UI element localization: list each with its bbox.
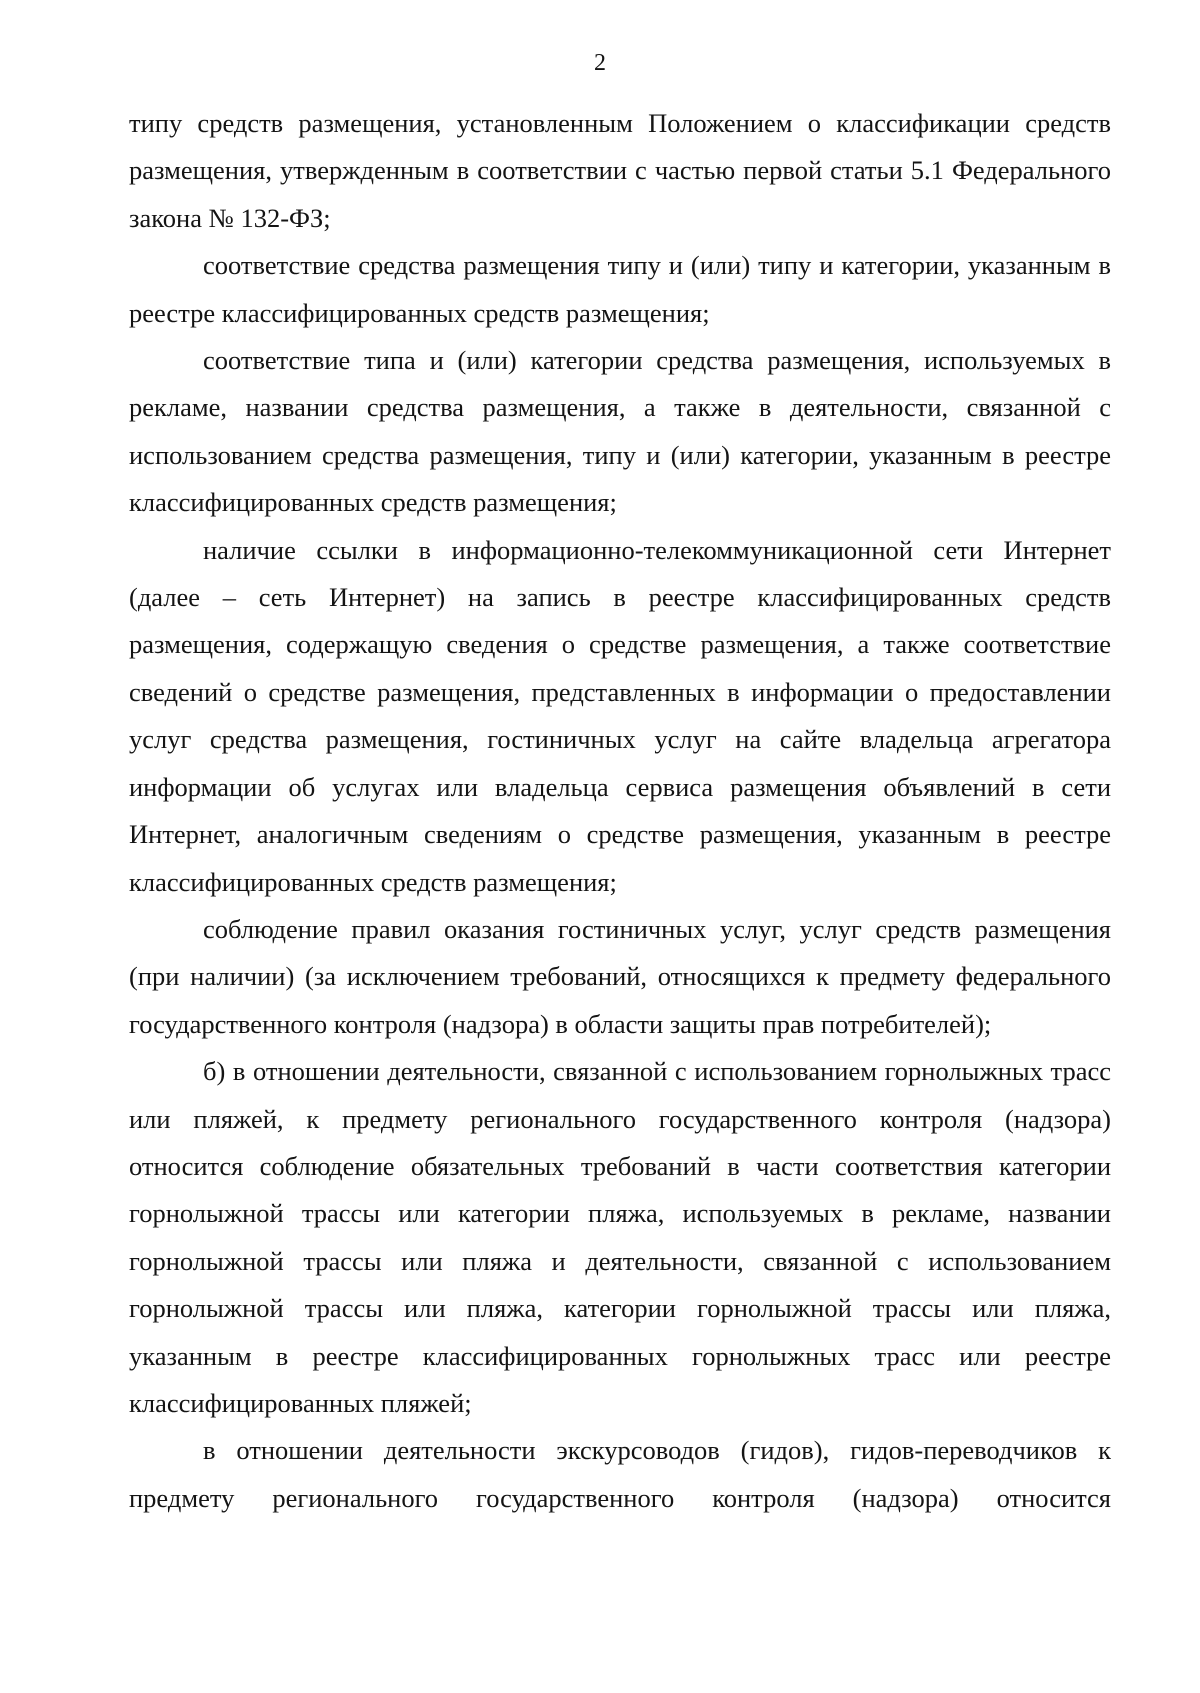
paragraph-advertising-compliance: соответствие типа и (или) категории средства размещения, используемых в рекламе, названии средства размещения, а также в деятельности, связанной с использованием средства размещения, типу и (или) категории, указанным в реестре классифицированных средств размещения; <box>129 345 1111 518</box>
paragraph-type-category-compliance: соответствие средства размещения типу и (или) типу и категории, указанным в реестре классифицированных средств размещения; <box>129 250 1111 328</box>
paragraph-internet-link-requirement: наличие ссылки в информационно-телекоммуникационной сети Интернет (далее – сеть Интернет) на запись в реестре классифицированных средств размещения, содержащую сведения о средстве размещения, а также соответствие сведений о средстве размещения, представленных в информации о предоставлении услуг средства размещения, гостиничных услуг на сайте владельца агрегатора информации об услугах или владельца сервиса размещения объявлений в сети Интернет, аналогичным сведениям о средстве размещения, указанным в реестре классифицированных средств размещения; <box>129 534 1111 897</box>
paragraph-ski-slopes-beaches: б) в отношении деятельности, связанной с использованием горнолыжных трасс или пляжей, к предмету регионального государственного контроля (надзора) относится соблюдение обязательных требований в части соответствия категории горнолыжной трассы или категории пляжа, используемых в рекламе, названии горнолыжной трассы или пляжа и деятельности, связанной с использованием горнолыжной трассы или пляжа, категории горнолыжной трассы или пляжа, указанным в реестре классифицированных горнолыжных трасс или реестре классифицированных пляжей; <box>129 1056 1111 1418</box>
paragraph-accommodation-type-continuation: типу средств размещения, установленным Положением о классификации средств размещения, утвержденным в соответствии с частью первой статьи 5.1 Федерального закона № 132-ФЗ; <box>129 108 1111 233</box>
document-body <box>129 100 1111 1522</box>
paragraph-hotel-services-rules: соблюдение правил оказания гостиничных услуг, услуг средств размещения (при наличии) (за исключением требований, относящихся к предмету федерального государственного контроля (надзора) в области защиты прав потребителей); <box>129 913 1111 1039</box>
paragraph-tour-guides: в отношении деятельности экскурсоводов (гидов), гидов-переводчиков к предмету регионального государственного контроля (надзора) относится <box>129 1435 1111 1513</box>
page-number: 2 <box>594 50 606 76</box>
